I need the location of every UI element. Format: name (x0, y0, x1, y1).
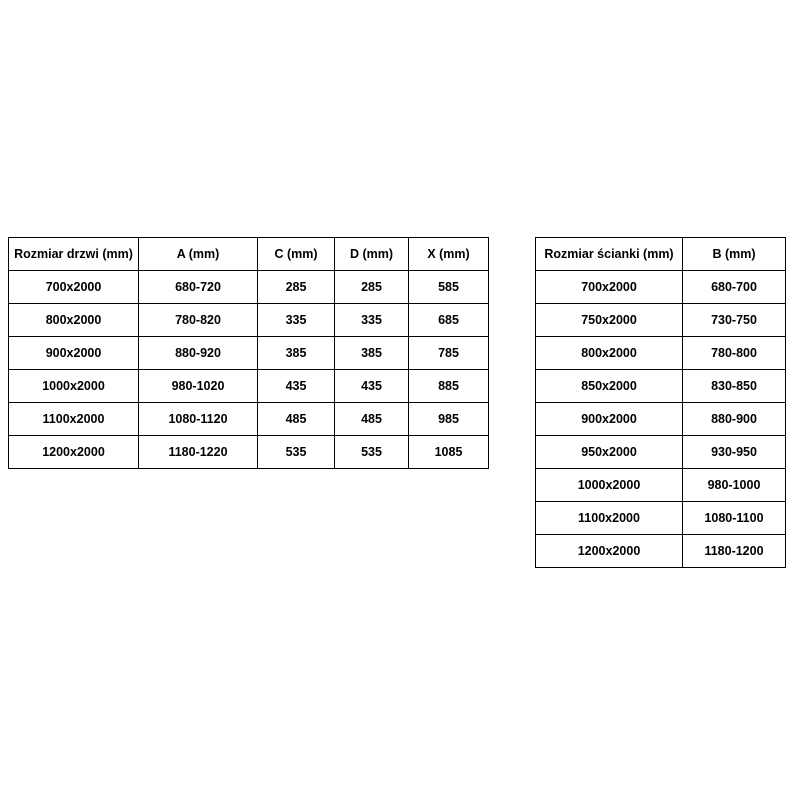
table-header-row (536, 238, 786, 271)
table-cell: 980-1020 (139, 370, 258, 403)
table-cell: 1100x2000 (9, 403, 139, 436)
table-row (536, 469, 786, 502)
table-cell: 900x2000 (9, 337, 139, 370)
table-cell: 485 (258, 403, 335, 436)
table-row (9, 337, 489, 370)
column-header: Rozmiar ścianki (mm) (536, 238, 683, 271)
table-cell: 485 (335, 403, 409, 436)
table-cell: 950x2000 (536, 436, 683, 469)
column-header: C (mm) (258, 238, 335, 271)
table-cell: 785 (409, 337, 489, 370)
table-cell: 335 (258, 304, 335, 337)
table-cell: 335 (335, 304, 409, 337)
table-cell: 780-820 (139, 304, 258, 337)
table-row (536, 535, 786, 568)
table-cell: 885 (409, 370, 489, 403)
doors-dimensions-table (8, 237, 489, 469)
table-cell: 1085 (409, 436, 489, 469)
column-header: B (mm) (683, 238, 786, 271)
table-row (9, 304, 489, 337)
table-cell: 1200x2000 (536, 535, 683, 568)
table-cell: 385 (335, 337, 409, 370)
column-header: D (mm) (335, 238, 409, 271)
table-cell: 880-900 (683, 403, 786, 436)
table-cell: 435 (258, 370, 335, 403)
table-cell: 1080-1120 (139, 403, 258, 436)
table-row (536, 370, 786, 403)
table-row (536, 502, 786, 535)
column-header: A (mm) (139, 238, 258, 271)
table-row (9, 271, 489, 304)
table-cell: 800x2000 (536, 337, 683, 370)
table-cell: 980-1000 (683, 469, 786, 502)
table-cell: 1200x2000 (9, 436, 139, 469)
column-header: Rozmiar drzwi (mm) (9, 238, 139, 271)
table-cell: 535 (335, 436, 409, 469)
table-cell: 1000x2000 (9, 370, 139, 403)
table-cell: 385 (258, 337, 335, 370)
table-cell: 800x2000 (9, 304, 139, 337)
table-cell: 985 (409, 403, 489, 436)
table-cell: 1080-1100 (683, 502, 786, 535)
table-cell: 780-800 (683, 337, 786, 370)
table-cell: 535 (258, 436, 335, 469)
table-cell: 680-720 (139, 271, 258, 304)
table-cell: 880-920 (139, 337, 258, 370)
table-cell: 830-850 (683, 370, 786, 403)
table-cell: 1180-1220 (139, 436, 258, 469)
table-cell: 900x2000 (536, 403, 683, 436)
wall-dimensions-table (535, 237, 786, 568)
table-row (536, 436, 786, 469)
table-row (536, 271, 786, 304)
table-cell: 1180-1200 (683, 535, 786, 568)
table-header-row (9, 238, 489, 271)
table-cell: 930-950 (683, 436, 786, 469)
table-cell: 850x2000 (536, 370, 683, 403)
table-cell: 435 (335, 370, 409, 403)
table-cell: 585 (409, 271, 489, 304)
table-cell: 700x2000 (9, 271, 139, 304)
table-cell: 730-750 (683, 304, 786, 337)
table-row (536, 304, 786, 337)
table-cell: 750x2000 (536, 304, 683, 337)
column-header: X (mm) (409, 238, 489, 271)
table-row (536, 403, 786, 436)
table-cell: 700x2000 (536, 271, 683, 304)
table-row (9, 370, 489, 403)
table-cell: 685 (409, 304, 489, 337)
table-row (536, 337, 786, 370)
table-cell: 285 (258, 271, 335, 304)
table-row (9, 403, 489, 436)
table-cell: 285 (335, 271, 409, 304)
table-cell: 680-700 (683, 271, 786, 304)
table-cell: 1000x2000 (536, 469, 683, 502)
table-row (9, 436, 489, 469)
table-cell: 1100x2000 (536, 502, 683, 535)
